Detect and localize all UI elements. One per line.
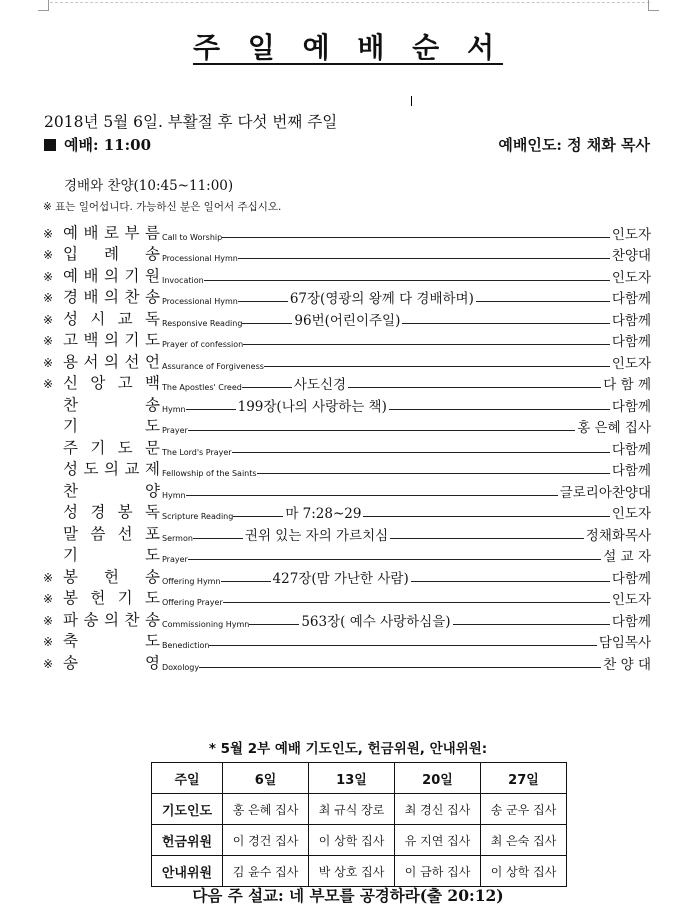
item-english: Prayer [162,426,188,435]
leader-line [363,516,609,517]
standing-mark: ※ [43,635,54,649]
table-cell: 이 상학 집사 [309,825,395,856]
table-cell: 이 금하 집사 [395,856,481,887]
item-name [63,242,160,265]
item-name-char: 헌 [104,567,119,586]
order-item [43,222,651,244]
order-item [43,459,651,481]
leader-line [209,645,596,646]
table-cell: 최 경신 집사 [395,794,481,825]
item-name [63,371,160,394]
item-name-char: 백 [83,331,99,349]
order-item [43,502,651,524]
order-item [43,373,651,395]
item-name-char: 도 [144,589,160,607]
row-header: 기도인도 [152,794,223,825]
item-name-char: 기 [63,546,78,564]
item-name-char: 송 [145,610,160,629]
item-leader: 인도자 [611,355,651,372]
item-content: 96번(어린이주일) [294,312,401,329]
standing-mark: ※ [43,377,54,391]
item-name-char: 례 [104,245,119,263]
item-english: Processional Hymn [162,254,238,263]
item-english: The Lord's Prayer [162,447,232,457]
standing-mark: ※ [43,226,54,241]
item-name-char: 독 [144,309,160,328]
item-name-char: 찬 [63,481,78,500]
item-name-char: 로 [104,223,119,242]
standing-mark: ※ [43,312,54,327]
item-name [63,457,160,480]
item-name-char: 송 [145,567,160,586]
item-leader: 찬 양 대 [603,656,651,673]
date-line: 2018년 5월 6일. 부활절 후 다섯 번째 주일 [44,113,338,131]
item-name-char: 송 [83,610,99,629]
item-name-char: 의 [104,352,119,371]
standing-mark: ※ [43,613,54,628]
order-item [43,308,651,330]
pre-service: 경배와 찬양(10:45~11:00) [64,178,234,194]
leader-line [188,430,575,431]
item-english: Benediction [162,641,210,650]
item-name [63,264,160,287]
item-name-char: 름 [145,223,160,242]
item-name-char: 기 [63,417,78,435]
item-name-char: 도 [117,438,133,457]
item-name-char: 언 [145,352,160,371]
page-corner-mark [38,0,49,11]
item-leader: 인도자 [611,506,651,522]
item-name-char: 서 [83,352,99,371]
item-english: Processional Hymn [162,297,238,306]
item-name-char: 의 [104,288,119,306]
item-leader: 설 교 자 [603,549,651,565]
table-cell: 이 상학 집사 [481,856,567,887]
order-item [43,416,651,438]
item-name-char: 송 [145,288,160,306]
item-leader: 다함께 [611,312,651,329]
item-english: Fellowship of the Saints [162,469,257,478]
table-cell: 박 상호 집사 [309,856,395,887]
page-title: 주 일 예 배 순 서 [192,31,504,64]
item-content: 427장(맘 가난한 사람) [272,570,409,587]
item-content: 권위 있는 자의 가르치심 [244,527,389,544]
text-cursor [411,96,412,106]
item-name [63,651,160,674]
item-name-char: 원 [145,266,160,285]
leader-line [249,624,299,625]
item-name-char: 배 [83,288,99,306]
item-english: Prayer of confession [162,340,244,349]
order-item [43,287,651,309]
column-header: 13일 [309,763,395,794]
item-name-char: 의 [104,266,119,285]
leader-line [186,495,558,496]
item-name-char: 도 [83,460,99,478]
item-leader: 다함께 [611,334,651,350]
item-name-char: 제 [145,460,160,478]
leader-line [223,602,610,603]
item-leader: 다함께 [611,441,651,458]
next-week-sermon: 다음 주 설교: 네 부모를 공경하라(출 20:12) [192,886,504,905]
item-name-char: 부 [124,223,140,242]
order-item [43,566,651,588]
item-name-char: 송 [145,245,160,263]
item-name-char: 기 [117,589,133,607]
leader-line [221,581,271,582]
item-name [63,479,160,502]
item-name-char: 교 [124,460,140,478]
table-cell: 유 지연 집사 [395,825,481,856]
item-name-char: 입 [63,245,78,263]
item-content: 마 7:28~29 [285,506,362,522]
item-name-char: 파 [63,610,78,629]
item-name-char: 헌 [90,589,106,607]
item-name-char: 봉 [117,503,133,521]
item-name-char: 말 [63,524,78,543]
item-name-char: 용 [63,352,78,371]
item-english: Sermon [162,533,193,543]
item-name-char: 기 [124,266,140,285]
table-cell: 이 경건 집사 [223,825,309,856]
leader-line [348,387,601,388]
item-name [63,221,160,244]
item-english: Scripture Reading [162,512,234,521]
table-cell: 송 군우 집사 [481,794,567,825]
order-item [43,330,651,352]
item-name-char: 도 [145,632,160,650]
leader-line [243,344,610,345]
item-name [63,522,160,545]
leader-line [476,301,610,302]
item-leader: 다 함 께 [603,377,651,393]
standing-mark: ※ [43,269,54,284]
item-name-char: 백 [144,374,160,392]
item-name-char: 성 [63,503,78,521]
item-name [63,328,160,351]
table-header-row [152,763,567,794]
item-leader: 홍 은혜 집사 [577,420,651,436]
leader-line [242,323,292,324]
column-header: 20일 [395,763,481,794]
page-corner-mark [648,0,659,11]
leader-line [232,452,610,453]
item-name-char: 독 [144,503,160,521]
item-english: Offering Prayer [162,598,223,607]
schedule-title: * 5월 2부 예배 기도인도, 헌금위원, 안내위원: [208,741,488,757]
item-name [63,543,160,566]
item-name-char: 송 [145,395,160,414]
item-name-char: 경 [63,288,78,306]
item-name-char: 앙 [90,374,106,392]
leader-line [238,301,288,302]
order-item [43,244,651,266]
leader-line [264,366,610,367]
item-name-char: 선 [124,352,140,371]
standing-mark: ※ [43,656,54,671]
order-item [43,609,651,631]
item-name [63,608,160,631]
item-leader: 인도자 [611,226,651,243]
item-name [63,285,160,308]
item-name-char: 성 [63,309,78,328]
item-leader: 찬양대 [611,248,651,264]
row-header: 헌금위원 [152,825,223,856]
item-content: 199장(나의 사랑하는 책) [237,398,387,415]
leader-line [204,280,610,281]
item-name-char: 고 [63,331,78,349]
item-name [63,629,160,652]
item-name-char: 봉 [63,567,78,586]
item-english: Commissioning Hymn [162,619,250,629]
leader-line [411,581,610,582]
leader-line [186,409,236,410]
order-item [43,631,651,653]
item-name [63,565,160,588]
item-leader: 다함께 [611,613,651,630]
item-name-char: 교 [117,309,133,328]
leader-line [242,387,292,388]
item-name-char: 선 [117,524,133,543]
item-content: 67장(영광의 왕께 다 경배하며) [289,291,474,307]
item-name-char: 도 [145,417,160,435]
item-name-char: 기 [124,331,140,349]
table-cell: 최 은숙 집사 [481,825,567,856]
item-leader: 다함께 [611,570,651,587]
standing-mark: ※ [43,334,54,348]
item-name-char: 예 [63,223,78,242]
item-english: Offering Hymn [162,576,221,586]
standing-mark: ※ [43,291,54,305]
item-name-char: 도 [145,331,160,349]
item-name-char: 배 [83,266,99,285]
item-name-char: 의 [104,610,119,629]
item-name-char: 씀 [90,524,106,543]
item-leader: 글로리아찬양대 [559,484,651,501]
item-name-char: 도 [145,546,160,564]
item-name-char: 고 [117,374,133,392]
table-cell: 김 윤수 집사 [223,856,309,887]
column-header: 27일 [481,763,567,794]
row-header: 안내위원 [152,856,223,887]
item-name-char: 성 [63,460,78,478]
leader-line [453,624,610,625]
standing-mark: ※ [43,248,54,262]
table-cell: 홍 은혜 집사 [223,794,309,825]
item-name [63,586,160,609]
item-leader: 인도자 [611,592,651,608]
leader-line [402,323,610,324]
order-item [43,588,651,610]
item-name [63,414,160,437]
item-name-char: 의 [104,460,119,478]
order-item [43,652,651,674]
item-english: Prayer [162,555,188,564]
page-boundary-guide [50,2,650,3]
order-item [43,545,651,567]
order-item [43,351,651,373]
leader-line [188,559,601,560]
item-name-char: 경 [90,503,106,521]
item-name-char: 주 [63,438,78,457]
leader-line [238,258,610,259]
leader-line [222,237,610,238]
duty-schedule-table [151,762,567,887]
item-name-char: 시 [90,309,106,328]
item-leader: 다함께 [611,291,651,307]
item-name-char: 양 [145,481,160,500]
item-name-char: 찬 [124,610,140,629]
item-name-char: 배 [83,223,99,242]
item-content: 사도신경 [293,377,347,393]
item-leader: 인도자 [611,269,651,286]
leader-line [199,667,601,668]
item-english: Doxology [162,662,200,672]
leader-line [389,409,610,410]
item-name-char: 기 [90,438,106,457]
item-leader: 담임목사 [598,635,651,651]
item-name-char: 축 [63,632,78,650]
item-name-char: 송 [63,653,78,672]
standing-mark: ※ [43,570,54,585]
item-name-char: 예 [63,266,78,285]
table-row [152,825,567,856]
item-english: Invocation [162,275,204,285]
item-english: Hymn [162,404,186,414]
column-header: 주일 [152,763,223,794]
service-header [44,134,650,156]
leader-line [193,538,243,539]
item-name-char: 신 [63,374,78,392]
column-header: 6일 [223,763,309,794]
table-row [152,794,567,825]
item-content: 563장( 예수 사랑하심을) [301,613,451,630]
item-name [63,307,160,330]
item-name-char: 문 [144,438,160,457]
item-name-char: 의 [104,331,119,349]
item-english: Call to Worship [162,232,223,242]
item-name-char: 포 [144,524,160,543]
table-cell: 최 규식 장로 [309,794,395,825]
item-name-char: 영 [145,653,160,672]
item-name [63,500,160,523]
item-english: Assurance of Forgiveness [162,361,264,371]
item-name [63,436,160,459]
item-english: Responsive Reading [162,318,243,328]
order-item [43,394,651,416]
service-time: 예배: 11:00 [44,134,151,155]
leader-line [390,538,584,539]
order-of-worship [43,222,651,674]
item-leader: 다함께 [611,463,651,479]
item-leader: 정채화목사 [585,527,651,544]
standing-mark: ※ [43,355,54,370]
square-bullet-icon [44,139,56,151]
order-item [43,480,651,502]
standing-note: ※ 표는 일어섭니다. 가능하신 분은 일어서 주십시오. [43,201,282,213]
item-english: The Apostles' Creed [162,383,242,392]
table-row [152,856,567,887]
standing-mark: ※ [43,592,54,606]
item-name-char: 봉 [63,589,78,607]
item-english: Hymn [162,490,186,500]
leader-line [257,473,610,474]
item-name-char: 찬 [63,395,78,414]
item-leader: 다함께 [611,398,651,415]
item-name-char: 찬 [124,288,140,306]
leader-line [233,516,283,517]
item-name [63,393,160,416]
order-item [43,265,651,287]
item-name [63,350,160,373]
order-item [43,437,651,459]
service-leader: 예배인도: 정 채화 목사 [498,136,650,154]
order-item [43,523,651,545]
